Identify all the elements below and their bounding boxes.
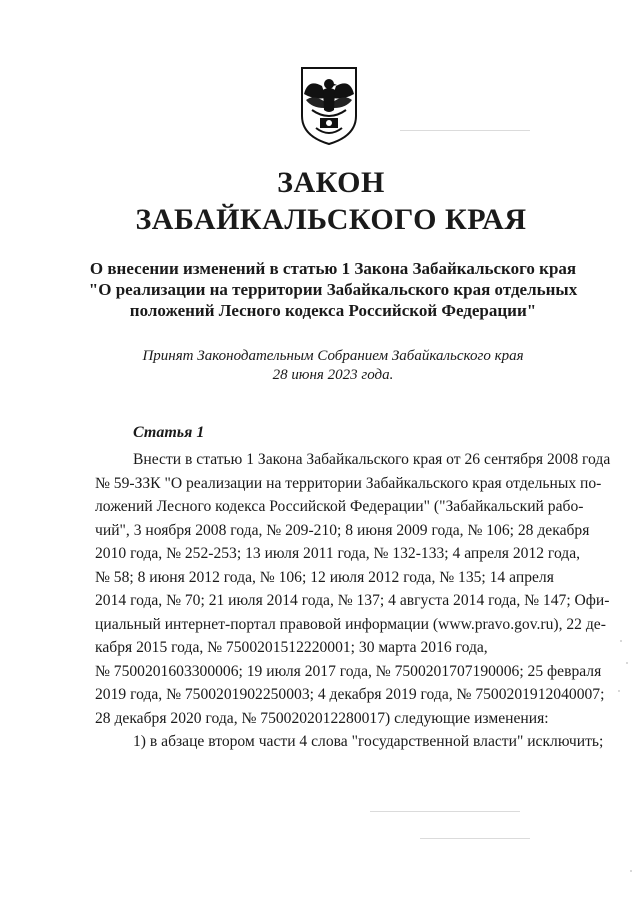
article-line: циальный интернет-портал правовой информации (www.pravo.gov.ru), 22 де-: [95, 615, 606, 633]
scan-artifact: [400, 130, 530, 131]
article-line: чий", 3 ноября 2008 года, № 209-210; 8 июня 2009 года, № 106; 28 декабря: [95, 521, 590, 539]
adoption-line: Принят Законодательным Собранием Забайкальского края: [142, 348, 524, 364]
document-title-region: ЗАБАЙКАЛЬСКОГО КРАЯ: [135, 203, 527, 236]
article-body: [95, 448, 611, 754]
article-line: 2014 года, № 70; 21 июля 2014 года, № 137; 4 августа 2014 года, № 147; Офи-: [95, 592, 610, 609]
article-line: 28 декабря 2020 года, № 7500202012280017) следующие изменения:: [95, 709, 549, 727]
adoption-note: [74, 347, 592, 385]
article-line: ложений Лесного кодекса Российской Федерации" ("Забайкальский рабо-: [95, 498, 584, 515]
article-line: кабря 2015 года, № 7500201512220001; 30 марта 2016 года,: [95, 639, 488, 656]
adoption-date: 28 июня 2023 года.: [272, 367, 394, 383]
amendment-item: 1) в абзаце втором части 4 слова "государственной власти" исключить;: [133, 733, 604, 750]
law-subject: [74, 258, 592, 321]
scan-artifact: [618, 690, 620, 692]
coat-of-arms-eagle-icon: [298, 64, 360, 146]
document-title: ЗАКОН: [277, 166, 385, 199]
article-line: 2019 года, № 7500201902250003; 4 декабря 2019 года, № 7500201912040007;: [95, 686, 605, 703]
article-line: № 59-ЗЗК "О реализации на территории Забайкальского края отдельных по-: [95, 474, 602, 492]
scan-artifact: [420, 838, 530, 839]
article-line: 2010 года, № 252-253; 13 июля 2011 года, № 132-133; 4 апреля 2012 года,: [95, 545, 581, 562]
article-line: Внести в статью 1 Закона Забайкальского края от 26 сентября 2008 года: [133, 451, 611, 468]
scan-artifact: [626, 662, 628, 664]
subject-line: положений Лесного кодекса Российской Федерации": [129, 301, 537, 320]
scan-artifact: [630, 870, 632, 872]
subject-line: "О реализации на территории Забайкальского края отдельных: [88, 280, 578, 299]
subject-line: О внесении изменений в статью 1 Закона Забайкальского края: [89, 259, 577, 278]
scan-artifact: [620, 640, 622, 642]
article-line: № 7500201603300006; 19 июля 2017 года, № 7500201707190006; 25 февраля: [95, 662, 602, 680]
scan-artifact: [370, 811, 520, 812]
article-line: № 58; 8 июня 2012 года, № 106; 12 июля 2012 года, № 135; 14 апреля: [95, 568, 554, 586]
article-heading: Статья 1: [133, 424, 205, 441]
